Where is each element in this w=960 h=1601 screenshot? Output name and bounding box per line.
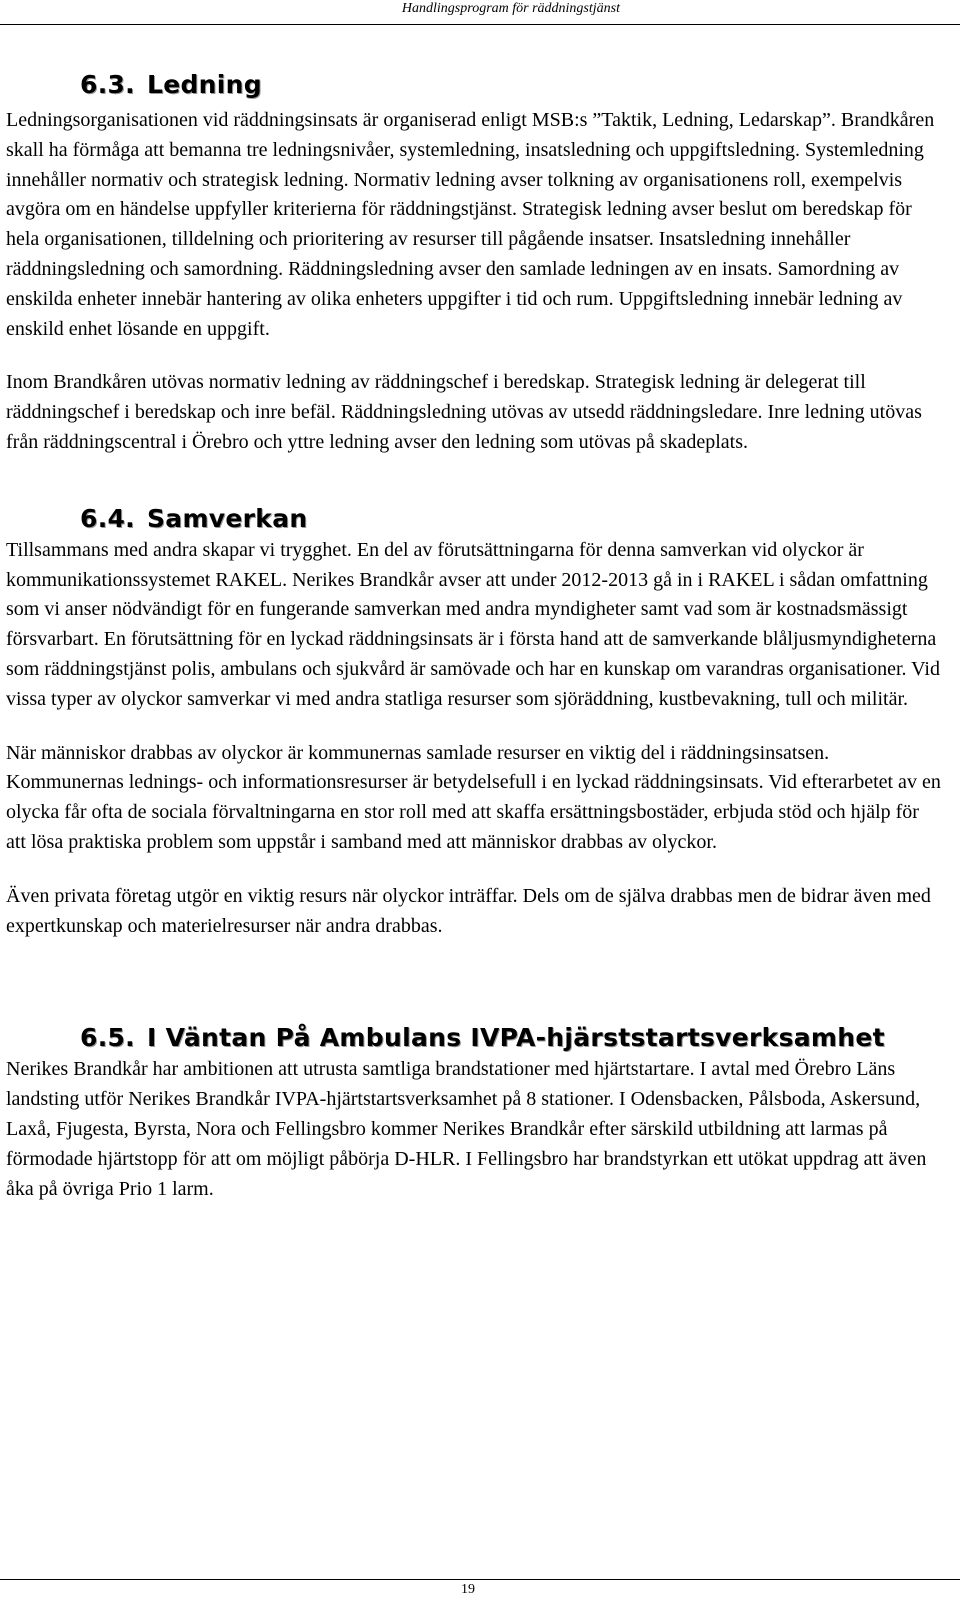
- paragraph: När människor drabbas av olyckor är kommunernas samlade resurser en viktig del i räddningsinsatsen. Kommunernas lednings- och informationsresurser är betydelsefull i en lyckad räddningsinsats. Vid efterarbetet av en olycka får ofta de sociala förvaltningarna en stor roll med att skaffa ersättningsbostäder, erbjuda stöd och hjälp för att lösa praktiska problem som uppstår i samband med att människor drabbas av olyckor.: [6, 741, 941, 853]
- section-number: 6.3.: [80, 70, 135, 99]
- paragraph: Tillsammans med andra skapar vi trygghet. En del av förutsättningarna för denna samverkan vid olyckor är kommunikationssystemet RAKEL. Nerikes Brandkår avser att under 2012-2013 gå in i RAKEL i sådan omfattning som vi anser nödvändigt för en fungerande samverkan med andra myndigheter samt vad som är kostnadsmässigt försvarbart. En förutsättning för en lyckad räddningsinsats är i första hand att de samverkande blåljusmyndigheterna som räddningstjänst polis, ambulans och sjukvård är samövade och har en kunskap om varandras organisationer. Vid vissa typer av olyckor samverkar vi med andra statliga resurser som sjöräddning, kustbevakning, tull och militär.: [6, 538, 940, 710]
- section-title: Ledning: [146, 70, 262, 99]
- section-number: 6.4.: [80, 503, 135, 533]
- running-header: Handlingsprogram för räddningstjänst: [401, 1, 620, 16]
- section-title: I Väntan På Ambulans IVPA-hjärststartsverksamhet: [146, 1023, 885, 1053]
- section-heading-samverkan: [80, 502, 942, 536]
- section-heading-ivpa: [80, 1021, 942, 1055]
- page-number: 19: [461, 1582, 475, 1597]
- section-title: Samverkan: [146, 503, 308, 533]
- section-heading-ledning: [80, 68, 942, 102]
- page-content: [6, 68, 942, 1204]
- paragraph: Även privata företag utgör en viktig resurs när olyckor inträffar. Dels om de själva drabbas men de bidrar även med expertkunskap och materielresurser när andra drabbas.: [6, 884, 931, 937]
- paragraph: Nerikes Brandkår har ambitionen att utrusta samtliga brandstationer med hjärtstartare. I avtal med Örebro Läns landsting utför Nerikes Brandkår IVPA-hjärtstartsverksamhet på 8 stationer. I Odensbacken, Pålsboda, Askersund, Laxå, Fjugesta, Byrsta, Nora och Fellingsbro kommer Nerikes Brandkår efter särskild utbildning att larmas på förmodade hjärtstopp för att om möjligt påbörja D-HLR. I Fellingsbro har brandstyrkan ett utökat uppdrag att även åka på övriga Prio 1 larm.: [6, 1058, 927, 1200]
- paragraph: Inom Brandkåren utövas normativ ledning av räddningschef i beredskap. Strategisk ledning är delegerat till räddningschef i beredskap och inre befäl. Räddningsledning utövas av utsedd räddningsledare. Inre ledning utövas från räddningscentral i Örebro och yttre ledning avser den ledning som utövas på skadeplats.: [6, 371, 922, 453]
- paragraph: Ledningsorganisationen vid räddningsinsats är organiserad enligt MSB:s ”Taktik, Ledning, Ledarskap”. Brandkåren skall ha förmåga att bemanna tre ledningsnivåer, systemledning, insatsledning och uppgiftsledning. Systemledning innehåller normativ och strategisk ledning. Normativ ledning avser tolkning av organisationens roll, exempelvis avgöra om en händelse uppfyller kriterierna för räddningstjänst. Strategisk ledning avser beslut om beredskap för hela organisationen, tilldelning och prioritering av resurser till pågående insatser. Insatsledning innehåller räddningsledning och samordning. Räddningsledning avser den samlade ledningen av en insats. Samordning av enskilda enheter innebär hantering av olika enheters uppgifter i tid och rum. Uppgiftsledning innebär ledning av enskild enhet lösande en uppgift.: [6, 109, 935, 340]
- header-rule: [0, 24, 960, 25]
- section-number: 6.5.: [80, 1023, 135, 1053]
